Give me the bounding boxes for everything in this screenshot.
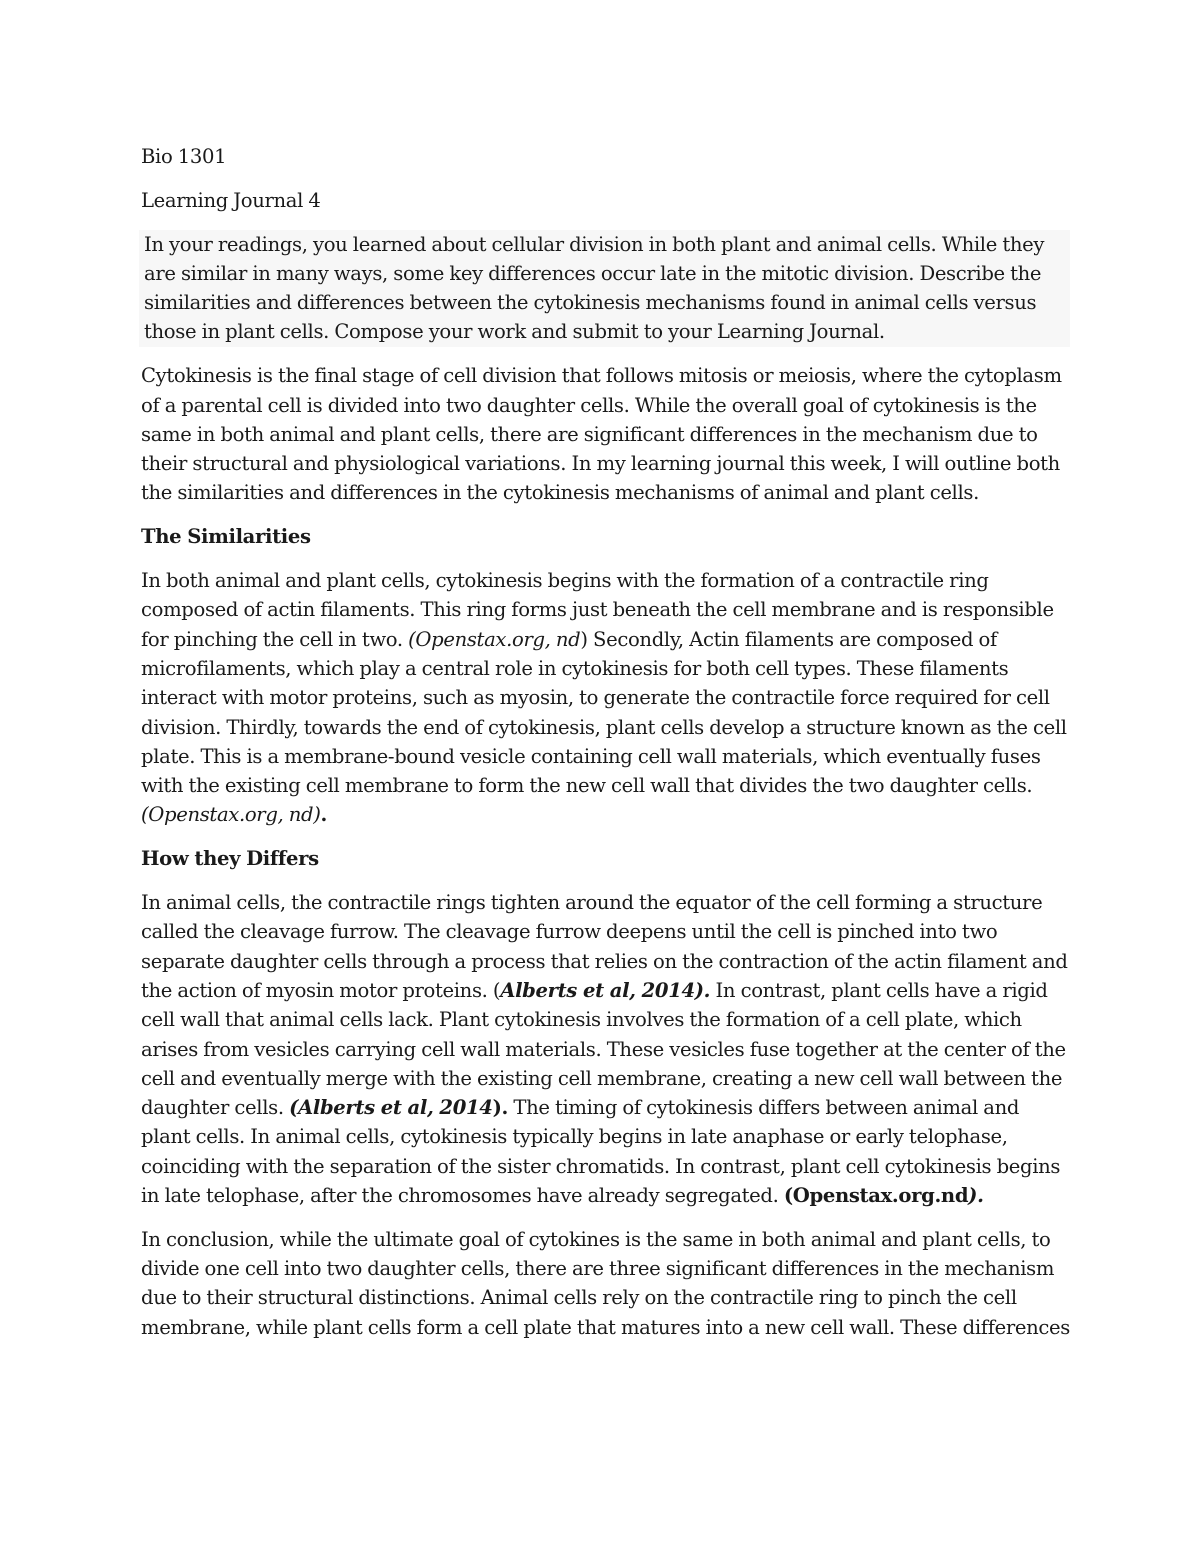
citation-openstax-3-end: ).: [968, 1184, 984, 1207]
intro-paragraph: Cytokinesis is the final stage of cell division that follows mitosis or meiosis, where the cytoplasm of a parental cell is divided into two daughter cells. While the overall goal of cytokinesis is the same in both animal and plant cells, there are significant differences in the mechanism due to their structural and physiological variations. In my learning journal this week, I will outline both the similarities and differences in the cytokinesis mechanisms of animal and plant cells.: [141, 364, 1062, 505]
conclusion-paragraph: In conclusion, while the ultimate goal of cytokines is the same in both animal and plant cells, to divide one cell into two daughter cells, there are three significant differences in the mechanism due to their structural distinctions. Animal cells rely on the contractile ring to pinch the cell membrane, while plant cells form a cell plate that matures into a new cell wall. These differences: [141, 1227, 1070, 1339]
citation-openstax-2: (Openstax.org, nd): [141, 803, 321, 827]
differs-text-2: In contrast, plant cells have a rigid cell wall that animal cells lack. Plant cytokinesis involves the formation of a cell plate, which arises from vesicles carrying cell wall materials. These vesicles fuse together at the center of the cell and eventually merge with the existing cell membrane, creating a new cell wall between the daughter cells.: [141, 978, 1066, 1120]
citation-alberts-1: Alberts et al, 2014).: [500, 978, 711, 1002]
document-body: [141, 142, 1071, 1356]
similarities-paragraph: [141, 566, 1071, 830]
differs-paragraph: [141, 888, 1071, 1210]
differs-heading: How they Differs: [141, 847, 319, 871]
differs-text-3: The timing of cytokinesis differs between animal and plant cells. In animal cells, cytokinesis typically begins in late anaphase or early telophase, coinciding with the separation of the sister chromatids. In contrast, plant cell cytokinesis begins in late telophase, after the chromosomes have already segregated.: [141, 1096, 1061, 1207]
prompt-text: In your readings, you learned about cellular division in both plant and animal cells. While they are similar in many ways, some key differences occur late in the mitotic division. Describe the similarities and differences between the cytokinesis mechanisms found in animal cells versus those in plant cells. Compose your work and submit to your Learning Journal.: [144, 232, 1045, 344]
citation-openstax-3: (Openstax.org.nd: [783, 1184, 969, 1207]
assignment-prompt: [139, 230, 1070, 347]
journal-title: Learning Journal 4: [141, 188, 321, 212]
course-code: Bio 1301: [141, 145, 227, 168]
citation-alberts-2: (Alberts et al, 2014: [289, 1096, 493, 1120]
similarities-end-period: .: [320, 803, 328, 827]
differs-text-1: In animal cells, the contractile rings tighten around the equator of the cell forming a structure called the cleavage furrow. The cleavage furrow deepens until the cell is pinched into two separate daughter cells through a process that relies on the contraction of the actin filament and the action of myosin motor proteins. (: [141, 891, 1068, 1002]
similarities-text-1: In both animal and plant cells, cytokinesis begins with the formation of a contractile ring composed of actin filaments. This ring forms just beneath the cell membrane and is responsible for pinching the cell in two.: [141, 569, 1054, 651]
similarities-text-2: ) Secondly, Actin filaments are composed of microfilaments, which play a central role in cytokinesis for both cell types. These filaments interact with motor proteins, such as myosin, to generate the contractile force required for cell division. Thirdly, towards the end of cytokinesis, plant cells develop a structure known as the cell plate. This is a membrane-bound vesicle containing cell wall materials, which eventually fuses with the existing cell membrane to form the new cell wall that divides the two daughter cells.: [141, 627, 1067, 798]
citation-openstax-1: (Openstax.org, nd: [408, 627, 581, 651]
similarities-heading: The Similarities: [141, 525, 311, 549]
citation-alberts-2-end: ).: [492, 1096, 508, 1120]
